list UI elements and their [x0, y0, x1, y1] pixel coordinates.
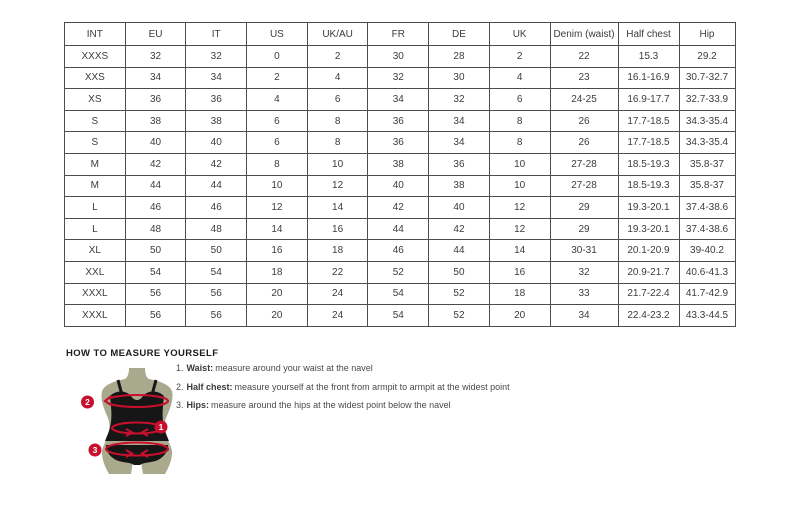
table-cell: 26 — [550, 132, 618, 154]
table-cell: 22.4-23.2 — [618, 305, 679, 327]
table-cell: XXXS — [65, 46, 126, 68]
table-cell: 33 — [550, 283, 618, 305]
table-cell: 17.7-18.5 — [618, 110, 679, 132]
table-cell: S — [65, 132, 126, 154]
table-cell: 42 — [368, 197, 429, 219]
table-row — [65, 283, 736, 305]
table-cell: 30 — [429, 67, 490, 89]
table-cell: XXXL — [65, 283, 126, 305]
table-cell: 24 — [307, 305, 368, 327]
size-chart-section — [64, 22, 736, 327]
table-cell: 43.3-44.5 — [679, 305, 735, 327]
measure-steps — [176, 364, 596, 420]
table-cell: L — [65, 197, 126, 219]
table-cell: 29 — [550, 197, 618, 219]
table-cell: 10 — [489, 175, 550, 197]
table-cell: 20.9-21.7 — [618, 261, 679, 283]
table-cell: 42 — [429, 218, 490, 240]
table-cell: 10 — [247, 175, 308, 197]
table-cell: 12 — [489, 218, 550, 240]
table-cell: 27-28 — [550, 153, 618, 175]
table-cell: 32.7-33.9 — [679, 89, 735, 111]
table-cell: 8 — [489, 132, 550, 154]
table-cell: 6 — [489, 89, 550, 111]
table-cell: 30-31 — [550, 240, 618, 262]
table-cell: 20.1-20.9 — [618, 240, 679, 262]
table-cell: 16.1-16.9 — [618, 67, 679, 89]
column-header: Half chest — [618, 23, 679, 46]
table-row — [65, 110, 736, 132]
step-text: measure around the hips at the widest point below the navel — [211, 400, 451, 410]
table-cell: 32 — [186, 46, 247, 68]
table-cell: M — [65, 153, 126, 175]
column-header: FR — [368, 23, 429, 46]
table-cell: 19.3-20.1 — [618, 218, 679, 240]
measure-step-waist — [176, 364, 596, 373]
table-cell: 2 — [307, 46, 368, 68]
table-body — [65, 46, 736, 327]
table-cell: 12 — [489, 197, 550, 219]
table-cell: 46 — [186, 197, 247, 219]
table-cell: 38 — [125, 110, 186, 132]
table-cell: 56 — [186, 283, 247, 305]
table-cell: 20 — [247, 305, 308, 327]
column-header: UK — [489, 23, 550, 46]
table-cell: 18 — [247, 261, 308, 283]
table-row — [65, 67, 736, 89]
table-cell: 17.7-18.5 — [618, 132, 679, 154]
badge-half-chest-number: 2 — [85, 397, 90, 407]
measure-section-title: HOW TO MEASURE YOURSELF — [66, 348, 219, 359]
table-cell: 36 — [368, 110, 429, 132]
table-cell: 42 — [186, 153, 247, 175]
column-header: Denim (waist) — [550, 23, 618, 46]
table-cell: 40 — [186, 132, 247, 154]
table-cell: 0 — [247, 46, 308, 68]
table-cell: 22 — [550, 46, 618, 68]
step-number: 2. — [176, 381, 184, 392]
table-row — [65, 132, 736, 154]
table-cell: 4 — [307, 67, 368, 89]
table-cell: M — [65, 175, 126, 197]
table-cell: 10 — [307, 153, 368, 175]
table-row — [65, 240, 736, 262]
table-cell: 6 — [307, 89, 368, 111]
table-cell: 34 — [429, 110, 490, 132]
table-cell: 2 — [489, 46, 550, 68]
table-row — [65, 46, 736, 68]
table-cell: 29.2 — [679, 46, 735, 68]
table-cell: XXS — [65, 67, 126, 89]
table-cell: 23 — [550, 67, 618, 89]
table-row — [65, 197, 736, 219]
table-cell: 21.7-22.4 — [618, 283, 679, 305]
table-cell: XS — [65, 89, 126, 111]
table-cell: 54 — [125, 261, 186, 283]
size-chart-table — [64, 22, 736, 327]
table-cell: 8 — [489, 110, 550, 132]
table-cell: L — [65, 218, 126, 240]
table-cell: 19.3-20.1 — [618, 197, 679, 219]
table-cell: 4 — [489, 67, 550, 89]
badge-waist — [155, 421, 168, 434]
column-header: INT — [65, 23, 126, 46]
step-text: measure around your waist at the navel — [215, 363, 373, 373]
table-cell: 24-25 — [550, 89, 618, 111]
table-cell: 41.7-42.9 — [679, 283, 735, 305]
badge-hips-number: 3 — [92, 445, 98, 455]
column-header: IT — [186, 23, 247, 46]
table-cell: 35.8-37 — [679, 153, 735, 175]
table-cell: XL — [65, 240, 126, 262]
step-number: 1. — [176, 363, 184, 373]
table-cell: 22 — [307, 261, 368, 283]
table-cell: 54 — [368, 305, 429, 327]
table-cell: 34 — [186, 67, 247, 89]
table-cell: 54 — [186, 261, 247, 283]
table-cell: 29 — [550, 218, 618, 240]
table-cell: 34.3-35.4 — [679, 132, 735, 154]
table-cell: 40.6-41.3 — [679, 261, 735, 283]
table-cell: 52 — [429, 305, 490, 327]
table-row — [65, 218, 736, 240]
table-cell: 10 — [489, 153, 550, 175]
table-cell: 38 — [186, 110, 247, 132]
table-cell: 8 — [307, 110, 368, 132]
table-cell: 32 — [125, 46, 186, 68]
table-cell: 32 — [550, 261, 618, 283]
table-cell: 56 — [125, 283, 186, 305]
table-cell: S — [65, 110, 126, 132]
table-cell: 35.8-37 — [679, 175, 735, 197]
column-header: DE — [429, 23, 490, 46]
table-cell: 42 — [125, 153, 186, 175]
table-cell: 40 — [368, 175, 429, 197]
table-cell: XXL — [65, 261, 126, 283]
table-cell: 36 — [125, 89, 186, 111]
table-cell: 28 — [429, 46, 490, 68]
table-cell: 32 — [429, 89, 490, 111]
table-cell: 44 — [368, 218, 429, 240]
table-cell: 50 — [429, 261, 490, 283]
table-cell: 56 — [186, 305, 247, 327]
table-cell: 16 — [489, 261, 550, 283]
badge-half-chest — [81, 396, 94, 409]
table-cell: 18 — [489, 283, 550, 305]
table-cell: 30.7-32.7 — [679, 67, 735, 89]
table-cell: 4 — [247, 89, 308, 111]
table-cell: 27-28 — [550, 175, 618, 197]
table-cell: 48 — [125, 218, 186, 240]
table-cell: 37.4-38.6 — [679, 197, 735, 219]
table-cell: 46 — [125, 197, 186, 219]
table-cell: 18.5-19.3 — [618, 153, 679, 175]
column-header: US — [247, 23, 308, 46]
table-cell: 14 — [489, 240, 550, 262]
table-cell: 12 — [247, 197, 308, 219]
table-cell: 37.4-38.6 — [679, 218, 735, 240]
table-cell: 54 — [368, 283, 429, 305]
step-label: Hips: — [186, 400, 210, 410]
table-cell: 20 — [489, 305, 550, 327]
table-cell: 30 — [368, 46, 429, 68]
table-cell: 15.3 — [618, 46, 679, 68]
measure-step-hips — [176, 401, 596, 410]
table-cell: 36 — [429, 153, 490, 175]
table-header — [65, 23, 736, 46]
table-cell: 52 — [429, 283, 490, 305]
table-cell: 16 — [247, 240, 308, 262]
table-cell: 48 — [186, 218, 247, 240]
table-cell: 50 — [186, 240, 247, 262]
table-cell: 38 — [429, 175, 490, 197]
table-cell: 38 — [368, 153, 429, 175]
table-row — [65, 261, 736, 283]
table-cell: 34.3-35.4 — [679, 110, 735, 132]
table-cell: 8 — [247, 153, 308, 175]
step-label: Waist: — [186, 363, 214, 373]
table-cell: 44 — [125, 175, 186, 197]
table-row — [65, 153, 736, 175]
column-header: EU — [125, 23, 186, 46]
measure-step-half-chest — [176, 383, 596, 392]
table-cell: 18 — [307, 240, 368, 262]
table-cell: 52 — [368, 261, 429, 283]
table-cell: 50 — [125, 240, 186, 262]
table-cell: 6 — [247, 110, 308, 132]
table-cell: 6 — [247, 132, 308, 154]
table-cell: 36 — [186, 89, 247, 111]
table-cell: 34 — [368, 89, 429, 111]
table-cell: 39-40.2 — [679, 240, 735, 262]
table-cell: 16 — [307, 218, 368, 240]
step-number: 3. — [176, 400, 184, 410]
column-header: Hip — [679, 23, 735, 46]
table-cell: 12 — [307, 175, 368, 197]
table-cell: 34 — [429, 132, 490, 154]
column-header: UK/AU — [307, 23, 368, 46]
table-cell: 16.9-17.7 — [618, 89, 679, 111]
table-row — [65, 175, 736, 197]
table-cell: XXXL — [65, 305, 126, 327]
table-cell: 46 — [368, 240, 429, 262]
header-row — [65, 23, 736, 46]
step-label: Half chest: — [186, 381, 233, 392]
step-text: measure yourself at the front from armpit to armpit at the widest point — [234, 381, 510, 392]
table-cell: 24 — [307, 283, 368, 305]
table-cell: 14 — [247, 218, 308, 240]
table-cell: 26 — [550, 110, 618, 132]
table-cell: 40 — [125, 132, 186, 154]
table-cell: 32 — [368, 67, 429, 89]
table-cell: 44 — [429, 240, 490, 262]
table-cell: 56 — [125, 305, 186, 327]
table-cell: 8 — [307, 132, 368, 154]
table-row — [65, 305, 736, 327]
table-cell: 44 — [186, 175, 247, 197]
table-cell: 40 — [429, 197, 490, 219]
table-cell: 36 — [368, 132, 429, 154]
table-row — [65, 89, 736, 111]
badge-hips — [89, 444, 102, 457]
table-cell: 34 — [125, 67, 186, 89]
table-cell: 18.5-19.3 — [618, 175, 679, 197]
table-cell: 14 — [307, 197, 368, 219]
table-cell: 34 — [550, 305, 618, 327]
table-cell: 20 — [247, 283, 308, 305]
badge-waist-number: 1 — [158, 422, 164, 432]
table-cell: 2 — [247, 67, 308, 89]
